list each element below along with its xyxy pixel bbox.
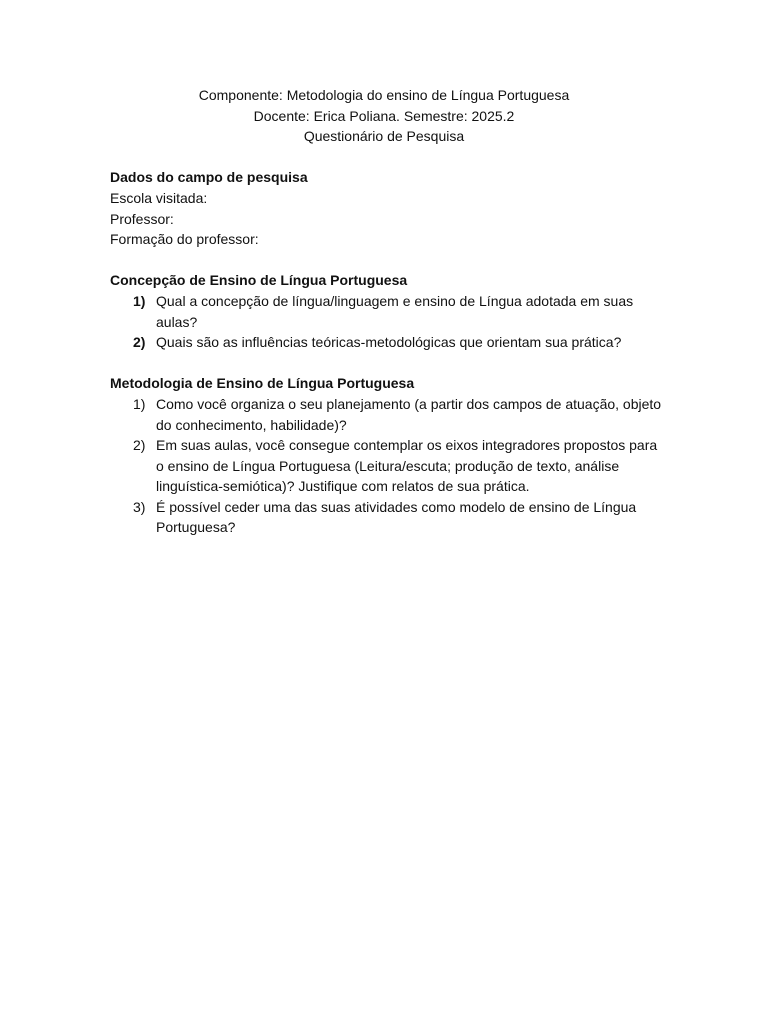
- section-title-metodologia: Metodologia de Ensino de Língua Portuguesa: [110, 375, 415, 392]
- question-text: Como você organiza o seu planejamento (a partir dos campos de atuação, objeto do conhecimento, habilidade)?: [156, 395, 662, 433]
- section-campo: [110, 167, 670, 249]
- question-number: 1): [133, 292, 146, 309]
- header-title-line: Questionário de Pesquisa: [303, 128, 465, 145]
- document-header: [0, 85, 768, 147]
- question-list-metodologia: [110, 394, 670, 538]
- question-number: 1): [133, 395, 146, 412]
- question-text: É possível ceder uma das suas atividades como modelo de ensino de Língua Portuguesa?: [156, 498, 637, 536]
- field-professor: Professor:: [110, 210, 174, 227]
- question-text: Quais são as influências teóricas-metodológicas que orientam sua prática?: [156, 334, 622, 351]
- question-text: Qual a concepção de língua/linguagem e ensino de Língua adotada em suas aulas?: [156, 292, 634, 330]
- header-teacher-line: Docente: Erica Poliana. Semestre: 2025.2: [253, 107, 515, 124]
- question-list-concepcao: [110, 291, 670, 353]
- question-text: Em suas aulas, você consegue contemplar os eixos integradores propostos para o ensino de Língua Portuguesa (Leitura/escuta; produção de texto, análise linguística-semiótica)? Justifique com relatos de sua prática.: [156, 437, 658, 495]
- section-title-campo: Dados do campo de pesquisa: [110, 169, 308, 186]
- list-item: [110, 394, 666, 435]
- field-formacao: Formação do professor:: [110, 231, 259, 248]
- question-number: 3): [133, 498, 146, 515]
- list-item: [110, 435, 666, 497]
- field-escola: Escola visitada:: [110, 189, 208, 206]
- list-item: [110, 291, 666, 332]
- section-metodologia: [110, 373, 670, 538]
- section-title-concepcao: Concepção de Ensino de Língua Portuguesa: [110, 272, 408, 289]
- list-item: [110, 332, 666, 353]
- list-item: [110, 497, 666, 538]
- question-number: 2): [133, 334, 146, 351]
- header-component-line: Componente: Metodologia do ensino de Língua Portuguesa: [198, 87, 570, 103]
- document-page: [110, 85, 670, 538]
- section-concepcao: [110, 270, 670, 352]
- question-number: 2): [133, 437, 146, 454]
